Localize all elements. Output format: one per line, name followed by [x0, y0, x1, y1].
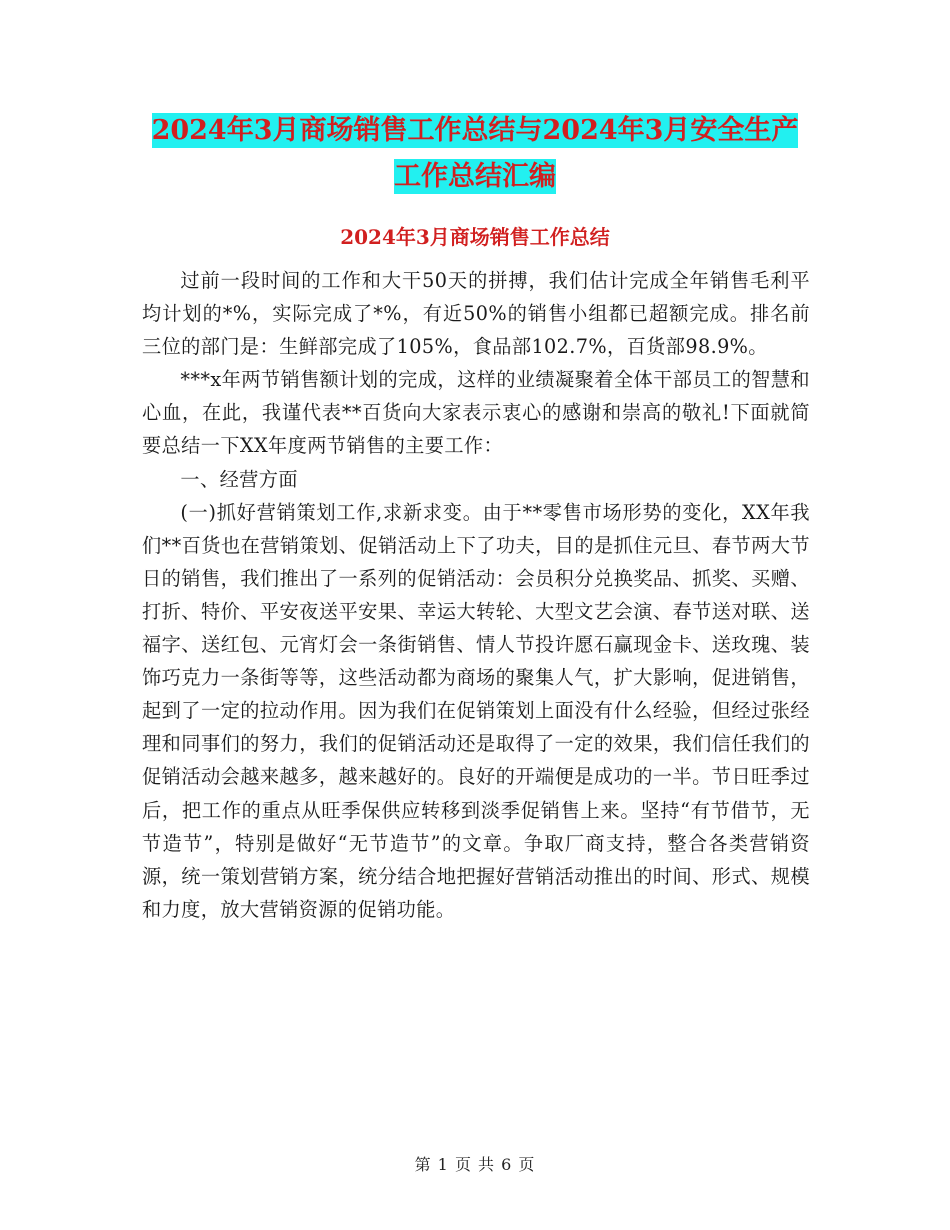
paragraph: ***x年两节销售额计划的完成，这样的业绩凝聚着全体干部员工的智慧和心血，在此，我谨代表**百货向大家表示衷心的感谢和崇高的敬礼!下面就简要总结一下XX年度两节销售的主要工作：: [142, 368, 810, 458]
paragraph: (一)抓好营销策划工作,求新求变。由于**零售市场形势的变化，XX年我们**百货也在营销策划、促销活动上下了功夫，目的是抓住元旦、春节两大节日的销售，我们推出了一系列的促销活动：会员积分兑换奖品、抓奖、买赠、打折、特价、平安夜送平安果、幸运大转轮、大型文艺会演、春节送对联、送福字、送红包、元宵灯会一条街销售、情人节投许愿石赢现金卡、送玫瑰、装饰巧克力一条街等等，这些活动都为商场的聚集人气，扩大影响，促进销售，起到了一定的拉动作用。因为我们在促销策划上面没有什么经验，但经过张经理和同事们的努力，我们的促销活动还是取得了一定的效果，我们信任我们的促销活动会越来越多，越来越好的。良好的开端便是成功的一半。节日旺季过后，把工作的重点从旺季保供应转移到淡季促销售上来。坚持“有节借节，无节造节”，特别是做好“无节造节”的文章。争取厂商支持，整合各类营销资源，统一策划营销方案，统分结合地把握好营销活动推出的时间、形式、规模和力度，放大营销资源的促销功能。: [142, 500, 810, 921]
document-title-line-1: 2024年3月商场销售工作总结与2024年3月安全生产: [151, 115, 799, 146]
page-footer: 第 1 页 共 6 页: [414, 1155, 536, 1174]
paragraph: 一、经营方面: [180, 467, 298, 491]
paragraph: 过前一段时间的工作和大干50天的拼搏，我们估计完成全年销售毛利平均计划的*%，实际完成了*%，有近50%的销售小组都已超额完成。排名前三位的部门是：生鲜部完成了105%，食品部102.7%，百货部98.9%。: [142, 269, 810, 359]
document-title: [140, 108, 810, 200]
section-title: 2024年3月商场销售工作总结: [340, 225, 610, 249]
document-title-line-2: 工作总结汇编: [394, 161, 556, 192]
document-body: [142, 264, 810, 926]
